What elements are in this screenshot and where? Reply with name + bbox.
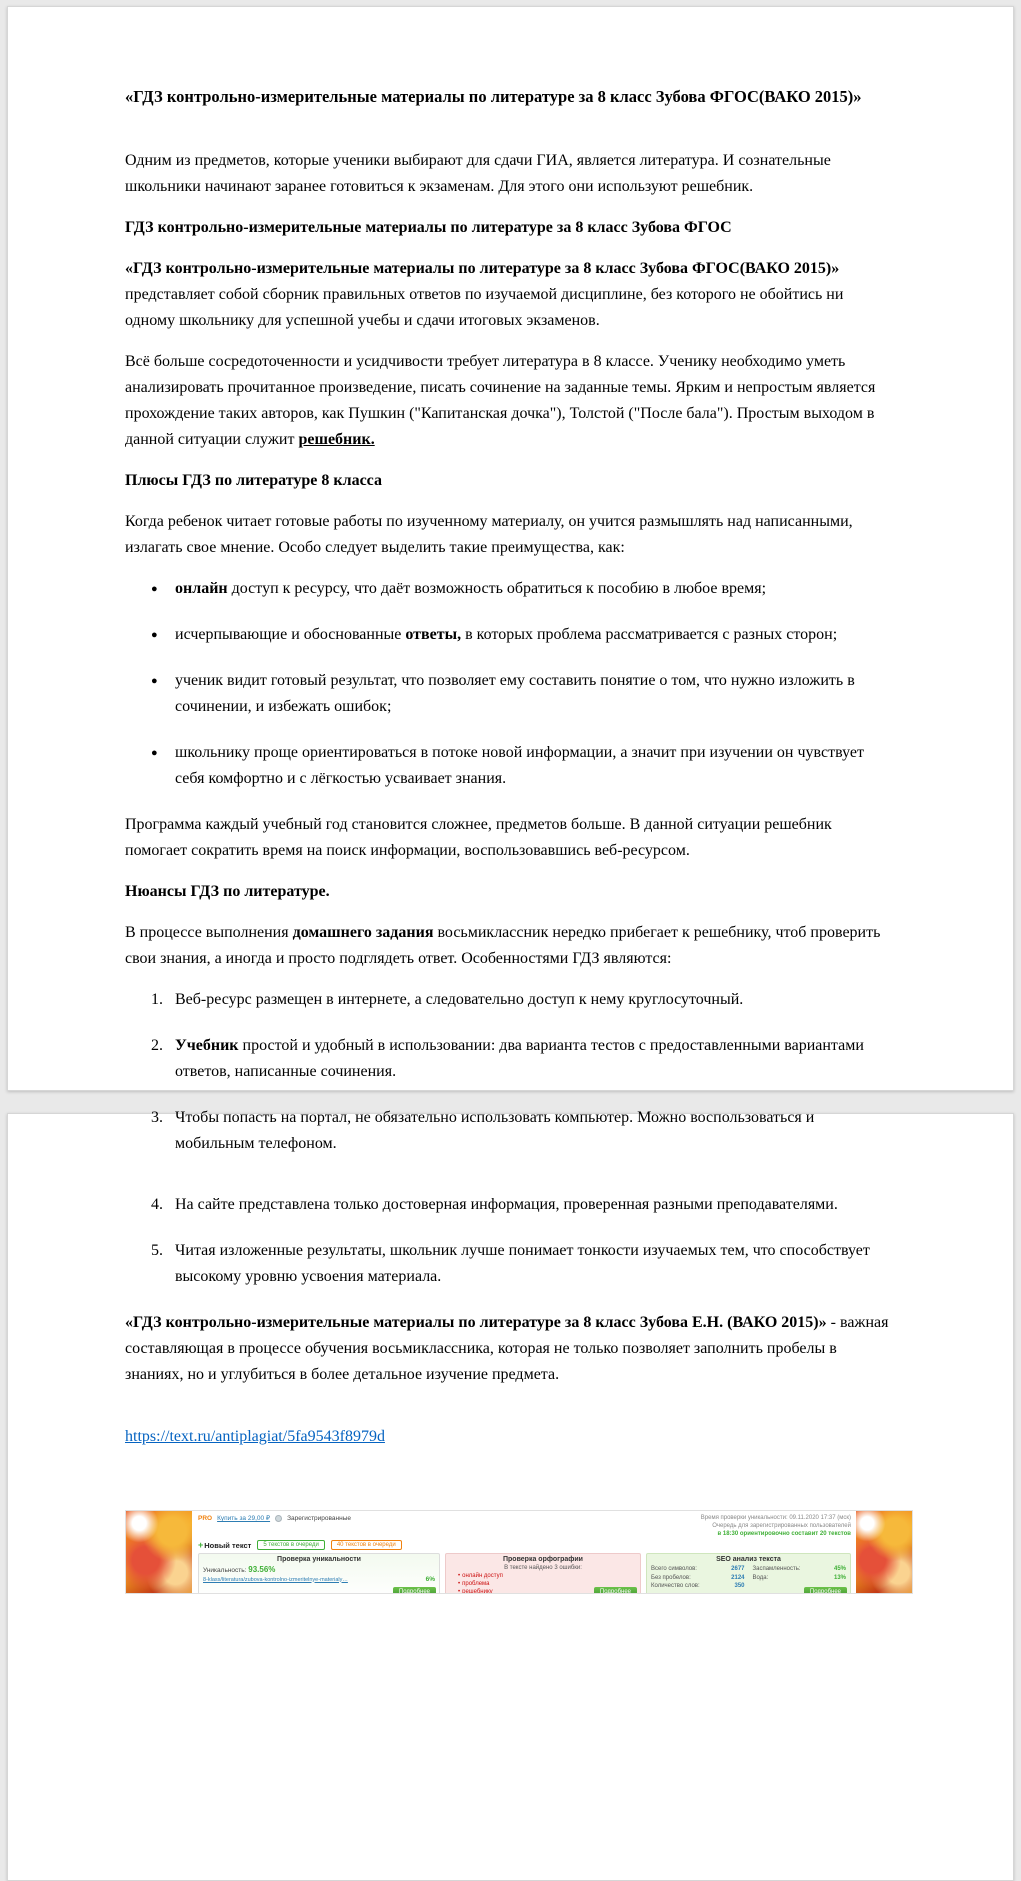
bullet-icon: ● [151,583,158,595]
seo-more-button[interactable]: Подробнее [804,1587,847,1594]
seo-panel-title: SEO анализ текста [716,1556,781,1563]
uniqueness-more-button[interactable]: Подробнее [393,1587,436,1594]
buy-pro-link[interactable]: Купить за 29,00 ₽ [217,1515,271,1522]
paragraph-authors [125,349,897,453]
numbered-list [125,987,897,1157]
queue-text: Очередь для зарегистрированных пользователей [712,1523,851,1529]
textru-toolbar [198,1540,851,1550]
numbered-list-continued [125,1192,897,1290]
list-item: 2. Учебник простой и удобный в использовании: два варианта тестов с предоставленными вариантами ответов, написанные сочинения. [125,1033,897,1085]
page2-content [8,1114,1013,1594]
section-heading-gdz: ГДЗ контрольно-измерительные материалы по литературе за 8 класс Зубова ФГОС [125,219,732,236]
new-text-button[interactable]: +Новый текст [198,1540,252,1550]
spelling-panel [445,1553,641,1594]
list-item: 1. Веб-ресурс размещен в интернете, а следовательно доступ к нему круглосуточный. [125,987,897,1013]
pro-badge: PRO [198,1514,213,1522]
spelling-error-item[interactable]: • решебнику [450,1588,636,1594]
matched-source-percent: 6% [425,1576,435,1583]
queue-chip-orange[interactable]: 40 текстов в очереди [331,1540,402,1550]
document-page-2 [7,1113,1014,1881]
queue-chip-green[interactable]: 5 текстов в очереди [257,1540,325,1550]
document-page-1 [7,6,1014,1152]
list-item: ● ученик видит готовый результат, что позволяет ему составить понятие о том, что нужно изложить в сочинении, и избежать ошибок; [125,668,897,720]
list-number: 4. [151,1196,163,1213]
doc-title: «ГДЗ контрольно-измерительные материалы по литературе за 8 класс Зубова ФГОС(ВАКО 2015)» [125,87,862,106]
autumn-leaves-image-right [856,1511,912,1593]
list-number: 5. [151,1242,163,1259]
section-heading-pluses: Плюсы ГДЗ по литературе 8 класса [125,472,382,489]
text-run: Всё больше сосредоточенности и усидчивости требует литература в 8 классе. Ученику необходимо уметь анализировать прочитанное произведение, писать сочинение на заданные темы. Ярким и непростым является прохождение таких авторов, как Пушкин ("Капитанская дочка"), Толстой ("После бала"). Простым выходом в данной ситуации служит [125,353,876,448]
list-item: 3. Чтобы попасть на портал, не обязательно использовать компьютер. Можно воспользоваться и мобильным телефоном. [125,1105,897,1157]
text-run: представляет собой сборник правильных ответов по изучаемой дисциплине, без которого не обойтись ни одному школьнику для успешной учебы и сдачи итоговых экзаменов. [125,286,844,329]
seo-stat-row: Вода: 13% [752,1574,846,1581]
registered-tab[interactable]: Зарегистрированные [287,1514,351,1522]
uniqueness-panel-title: Проверка уникальности [277,1556,361,1563]
result-panels [198,1553,851,1594]
list-item: ● школьнику проще ориентироваться в потоке новой информации, а значит при изучении он чувствует себя комфортно и с лёгкостью усваивает знания. [125,740,897,792]
uniqueness-panel [198,1553,440,1594]
bullet-list [125,576,897,792]
spelling-panel-title: Проверка орфографии [503,1556,583,1563]
list-number: 2. [151,1037,163,1054]
list-number: 1. [151,991,163,1008]
plus-icon: + [198,1540,204,1550]
textru-topbar [198,1514,851,1538]
seo-panel [646,1553,851,1594]
paragraph-program: Программа каждый учебный год становится сложнее, предметов больше. В данной ситуации решебник помогает сократить время на поиск информации, воспользовавшись веб-ресурсом. [125,816,832,859]
seo-stat-row: Без пробелов: 2124 [651,1574,745,1581]
list-number: 3. [151,1109,163,1126]
bullet-icon: ● [151,629,158,641]
list-item: 4. На сайте представлена только достоверная информация, проверенная разными преподавателями. [125,1192,897,1218]
spelling-more-button[interactable]: Подробнее [594,1587,637,1594]
textru-ui [192,1511,856,1593]
autumn-leaves-image-left [126,1511,192,1593]
paragraph-advantages-lead: Когда ребенок читает готовые работы по изученному материалу, он учится размышлять над написанными, излагать свое мнение. Особо следует выделить такие преимущества, как: [125,513,853,556]
uniqueness-value: 93.56% [248,1565,276,1574]
bold-run: «ГДЗ контрольно-измерительные материалы по литературе за 8 класс Зубова ФГОС(ВАКО 2015)» [125,260,840,277]
matched-source-link[interactable]: 8-klass/literatura/zubova-kontrolno-izmeritelnye-materialy… [203,1576,348,1583]
paragraph-homework: В процессе выполнения домашнего задания восьмиклассник нередко прибегает к решебнику, чтоб проверить свои знания, а иногда и просто подглядеть ответ. Особенностями ГДЗ являются: [125,924,881,967]
spelling-error-item[interactable]: • онлайн доступ [450,1572,636,1580]
antiplagiat-link[interactable]: https://text.ru/antiplagiat/5fa9543f8979d [125,1428,385,1445]
spelling-errors-count: В тексте найдено 3 ошибки: [504,1565,582,1571]
user-icon [275,1515,282,1522]
seo-stat-row: Заспамленность: 45% [752,1566,846,1572]
list-item: ● онлайн доступ к ресурсу, что даёт возможность обратиться к пособию в любое время; [125,576,897,602]
page1-content [8,7,1013,1157]
paragraph-conclusion: «ГДЗ контрольно-измерительные материалы по литературе за 8 класс Зубова Е.Н. (ВАКО 2015)» - важная составляющая в процессе обучения восьмиклассника, которая не только позволяет заполнить пробелы в знаниях, но и углубиться в более детальное изучение предмета. [125,1314,889,1383]
list-item: ● исчерпывающие и обоснованные ответы, в которых проблема рассматривается с разных сторон; [125,622,897,648]
queue-estimate-text: в 18:30 ориентировочно составит 20 текстов [717,1531,851,1537]
paragraph-description [125,256,897,334]
section-heading-nuances: Нюансы ГДЗ по литературе. [125,883,330,900]
uniqueness-label: Уникальность: [203,1567,247,1574]
bullet-icon: ● [151,675,158,687]
paragraph-intro: Одним из предметов, которые ученики выбирают для сдачи ГИА, является литература. И сознательные школьники начинают заранее готовиться к экзаменам. Для этого они используют решебник. [125,152,831,195]
seo-stat-row: Количество слов: 350 [651,1583,745,1589]
bold-underline-run: решебник. [298,431,375,448]
list-item: 5. Читая изложенные результаты, школьник лучше понимает тонкости изучаемых тем, что способствует высокому уровню усвоения материала. [125,1238,897,1290]
bullet-icon: ● [151,747,158,759]
queue-info [701,1514,851,1538]
check-time-text: Время проверки уникальности: 09.11.2020 17:37 (мск) [700,1515,851,1521]
link-row [125,1424,897,1450]
textru-screenshot [125,1510,913,1594]
spelling-error-item[interactable]: • проблема [450,1580,636,1588]
seo-stat-row: Всего символов: 2677 [651,1566,745,1572]
